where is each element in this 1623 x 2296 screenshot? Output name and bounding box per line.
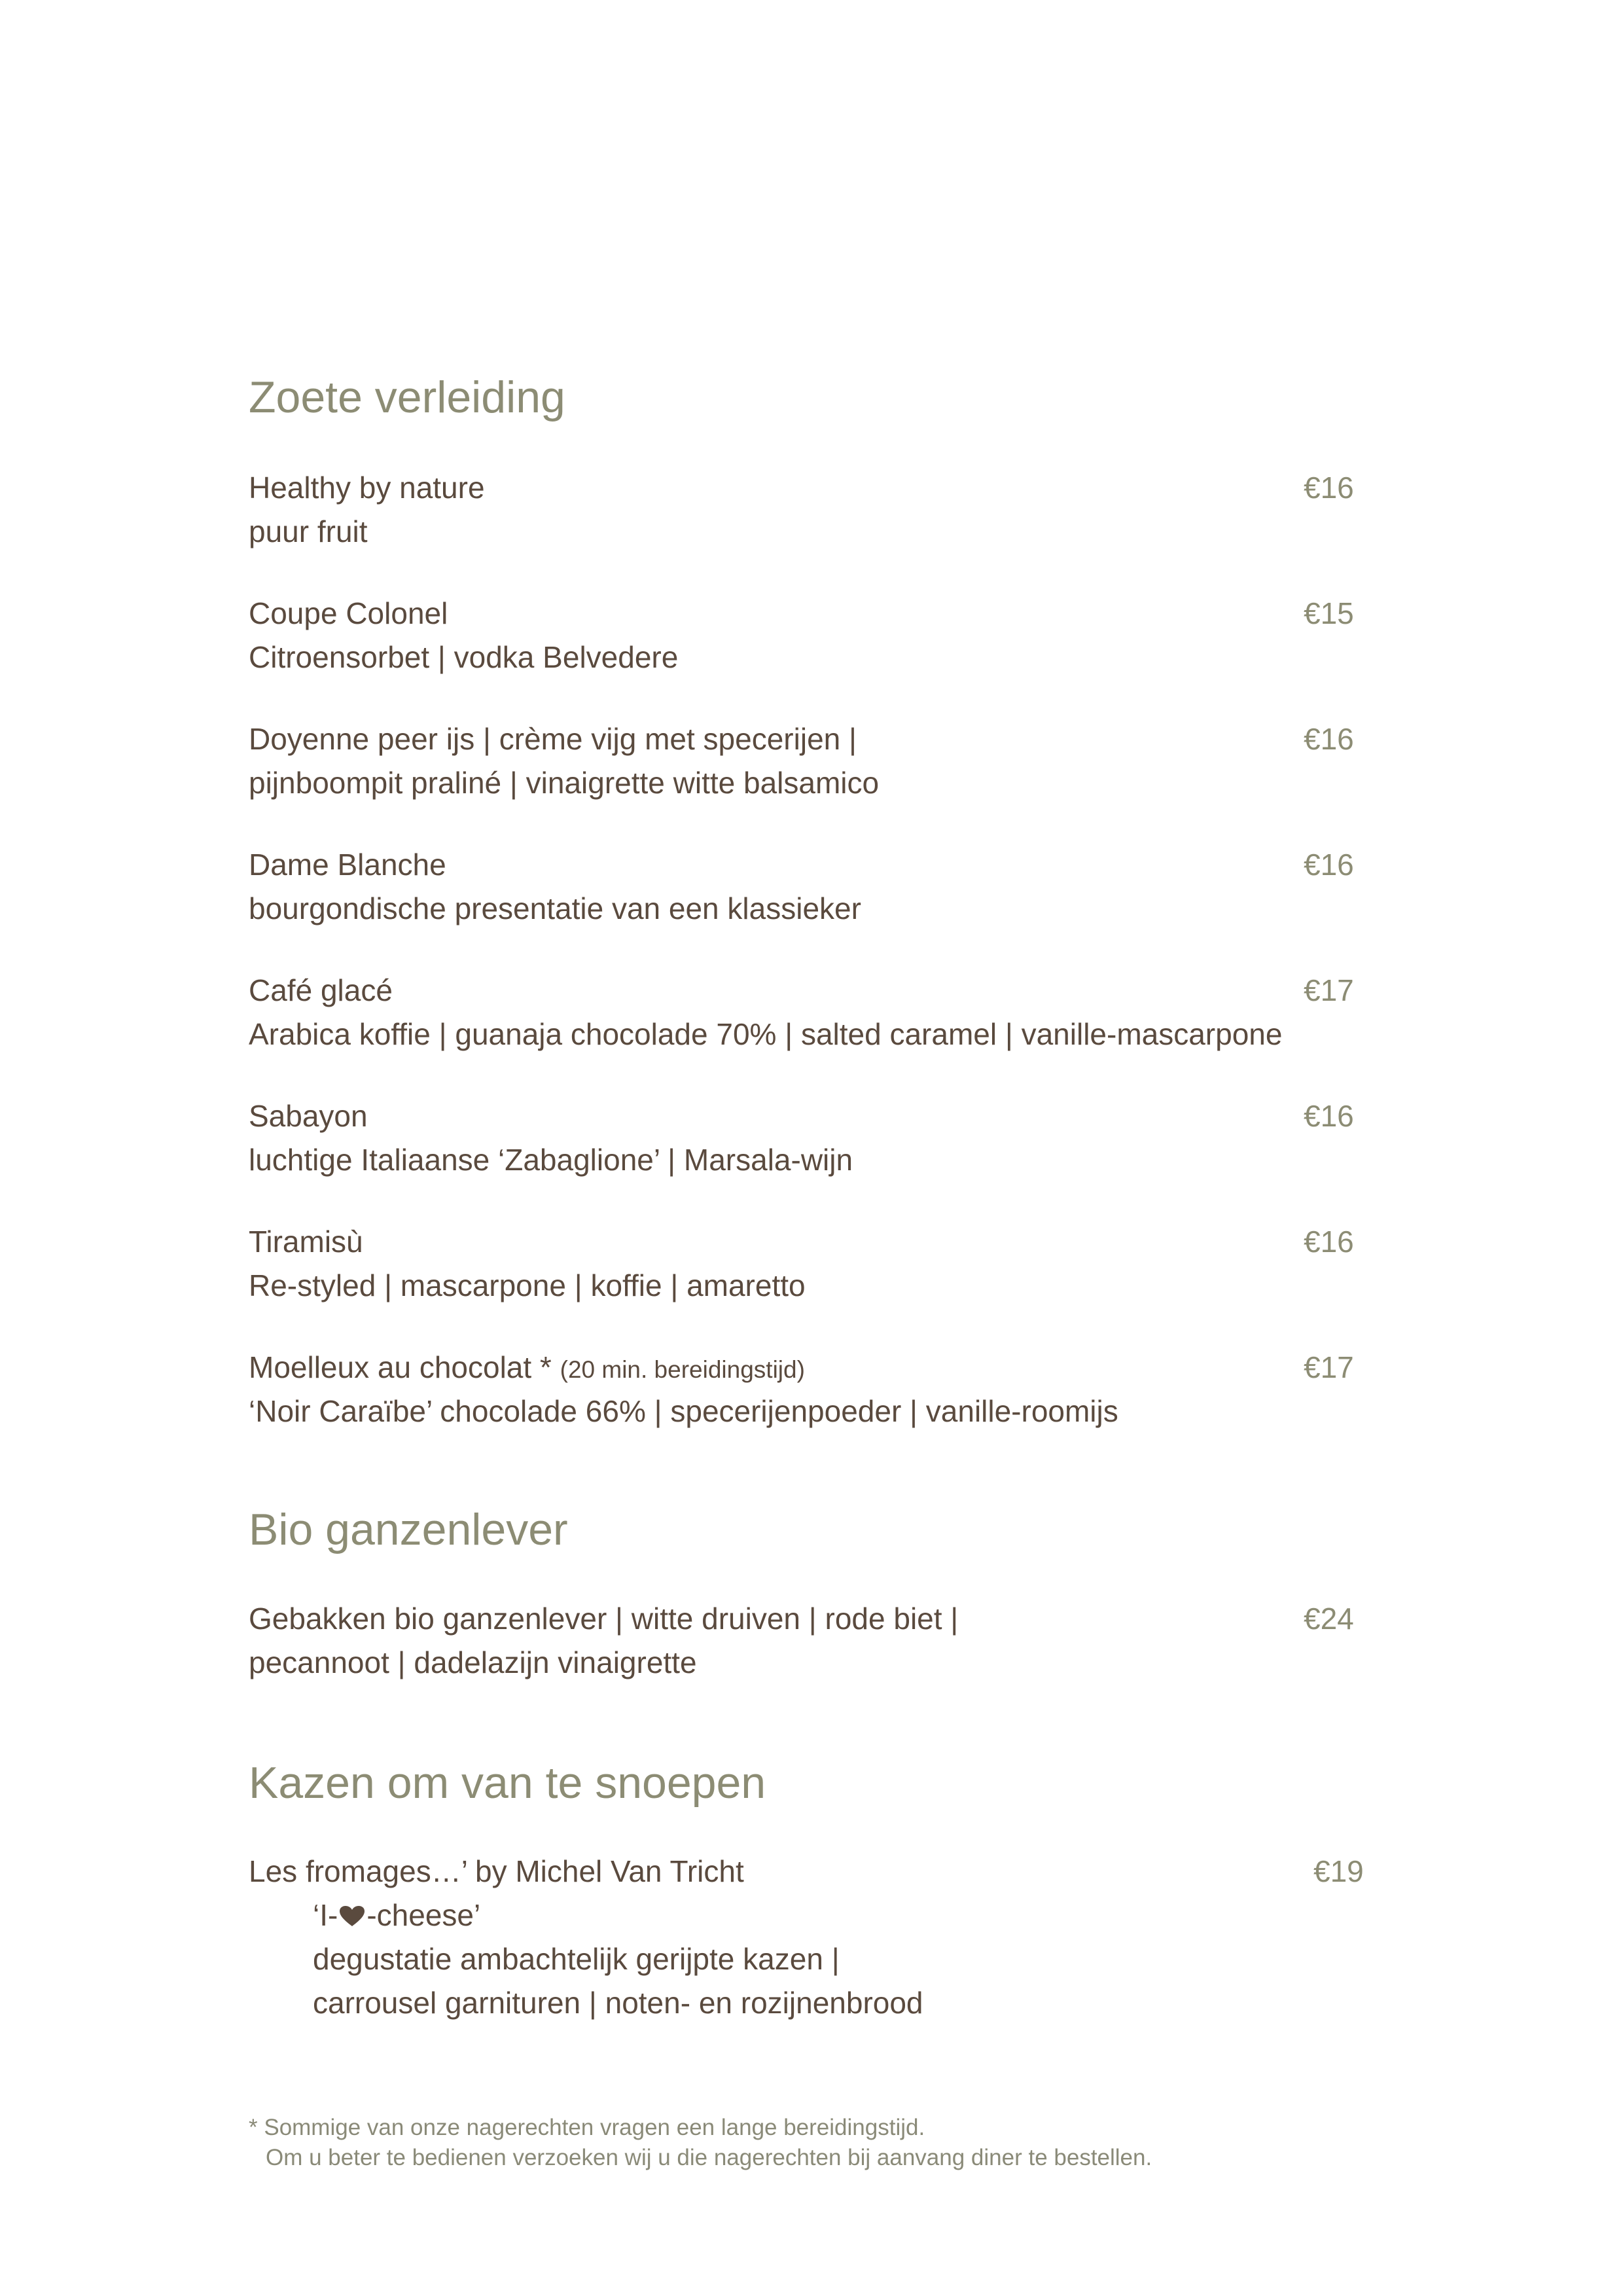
section-title-zoete-verleiding: Zoete verleiding — [249, 372, 565, 422]
item-price: €19 — [1313, 1854, 1364, 1888]
menu-item-sabayon — [249, 1094, 1374, 1182]
tagline-suffix: -cheese’ — [366, 1898, 481, 1932]
item-name: Coupe Colonel — [249, 596, 448, 630]
menu-item-tiramisu — [249, 1220, 1374, 1308]
menu-item-doyenne-peer-ijs — [249, 717, 1374, 805]
item-name — [249, 1346, 1374, 1390]
item-name-main: Moelleux au chocolat * — [249, 1350, 552, 1384]
tagline-prefix: ‘I- — [313, 1898, 338, 1932]
item-name: Les fromages…’ by Michel Van Tricht — [249, 1854, 744, 1888]
footnote-line: * Sommige van onze nagerechten vragen een lange bereidingstijd. — [249, 2115, 925, 2140]
item-price: €16 — [1304, 471, 1354, 505]
item-description: pijnboompit praliné | vinaigrette witte balsamico — [249, 766, 880, 800]
item-name: Tiramisù — [249, 1225, 363, 1259]
item-tagline — [249, 1893, 1374, 1937]
item-description: Citroensorbet | vodka Belvedere — [249, 640, 679, 674]
item-price: €16 — [1304, 848, 1354, 882]
item-name: Sabayon — [249, 1099, 368, 1133]
item-name: Healthy by nature — [249, 471, 485, 505]
item-price: €16 — [1304, 722, 1354, 756]
menu-item-dame-blanche — [249, 843, 1374, 931]
item-price: €17 — [1304, 973, 1354, 1007]
item-preparation-note: (20 min. bereidingstijd) — [560, 1356, 805, 1383]
item-name: Doyenne peer ijs | crème vijg met specerijen | — [249, 722, 857, 756]
item-price: €16 — [1304, 1225, 1354, 1259]
item-price: €24 — [1304, 1602, 1354, 1636]
footnote — [249, 2113, 1427, 2173]
item-description: luchtige Italiaanse ‘Zabaglione’ | Marsala-wijn — [249, 1143, 853, 1177]
heart-icon — [339, 1895, 365, 1918]
item-description: ‘Noir Caraïbe’ chocolade 66% | specerijenpoeder | vanille-roomijs — [249, 1394, 1118, 1428]
item-description: bourgondische presentatie van een klassieker — [249, 891, 861, 925]
item-description: Re-styled | mascarpone | koffie | amaretto — [249, 1268, 806, 1302]
menu-item-coupe-colonel — [249, 592, 1374, 679]
section-title-kazen: Kazen om van te snoepen — [249, 1758, 766, 1808]
item-description: carrousel garnituren | noten- en rozijnenbrood — [313, 1986, 923, 2020]
footnote-line: Om u beter te bedienen verzoeken wij u die nagerechten bij aanvang diner te bestellen. — [266, 2145, 1152, 2170]
item-price: €16 — [1304, 1099, 1354, 1133]
item-description: puur fruit — [249, 514, 368, 548]
item-description: degustatie ambachtelijk gerijpte kazen | — [313, 1942, 840, 1976]
item-description: Arabica koffie | guanaja chocolade 70% | salted caramel | vanille-mascarpone — [249, 1017, 1283, 1051]
item-name: Café glacé — [249, 973, 393, 1007]
item-name: Gebakken bio ganzenlever | witte druiven | rode biet | — [249, 1602, 959, 1636]
menu-item-gebakken-bio-ganzenlever — [249, 1597, 1374, 1685]
item-price: €17 — [1304, 1350, 1354, 1384]
menu-item-moelleux-au-chocolat — [249, 1346, 1374, 1433]
menu-item-healthy-by-nature — [249, 466, 1374, 554]
item-name: Dame Blanche — [249, 848, 446, 882]
menu-item-cafe-glace — [249, 969, 1374, 1056]
item-price: €15 — [1304, 596, 1354, 630]
item-description: pecannoot | dadelazijn vinaigrette — [249, 1645, 697, 1679]
section-title-bio-ganzenlever: Bio ganzenlever — [249, 1505, 568, 1554]
menu-item-les-fromages — [249, 1850, 1374, 2025]
